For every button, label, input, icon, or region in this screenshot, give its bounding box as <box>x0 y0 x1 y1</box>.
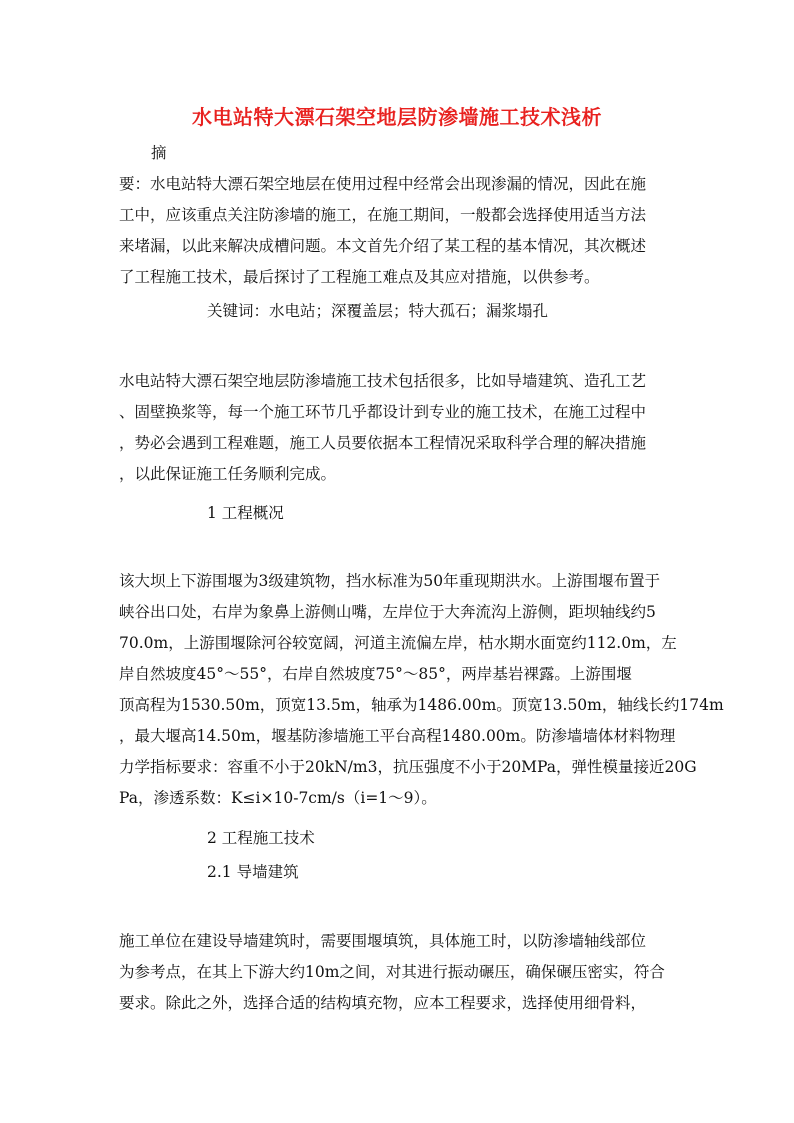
abstract-line: 工中，应该重点关注防渗墙的施工，在施工期间，一般都会选择使用适当方法 <box>119 206 647 224</box>
section-1-line: 岸自然坡度45°～55°，右岸自然坡度75°～85°，两岸基岩裸露。上游围堰 <box>119 665 632 683</box>
section-1-line: ，最大堰高14.50m，堰基防渗墙施工平台高程1480.00m。防渗墙墙体材料物理 <box>119 727 676 745</box>
abstract-paragraph <box>119 169 679 293</box>
intro-paragraph <box>119 366 679 490</box>
section-2-1-line: 为参考点，在其上下游大约10m之间，对其进行振动碾压，确保碾压密实，符合 <box>119 963 665 981</box>
section-1-heading: 1 工程概况 <box>207 504 284 522</box>
intro-line: 、固壁换浆等，每一个施工环节几乎都设计到专业的施工技术，在施工过程中 <box>119 403 647 421</box>
intro-line: ，以此保证施工任务顺利完成。 <box>119 465 337 483</box>
section-2-1-line: 要求。除此之外，选择合适的结构填充物，应本工程要求，选择使用细骨料， <box>119 994 647 1012</box>
abstract-label: 摘 <box>151 144 167 162</box>
section-1-line: 峡谷出口处，右岸为象鼻上游侧山嘴，左岸位于大奔流沟上游侧，距坝轴线约5 <box>119 603 656 621</box>
section-1-line: 顶高程为1530.50m，顶宽13.5m，轴承为1486.00m。顶宽13.50m，轴线长约174m <box>119 696 724 714</box>
section-2-1-heading: 2.1 导墙建筑 <box>207 863 299 881</box>
section-1-line: 该大坝上下游围堰为3级建筑物，挡水标准为50年重现期洪水。上游围堰布置于 <box>119 572 661 590</box>
intro-line: ，势必会遇到工程难题，施工人员要依据本工程情况采取科学合理的解决措施 <box>119 434 647 452</box>
section-1-paragraph <box>119 566 724 814</box>
document-title: 水电站特大漂石架空地层防渗墙施工技术浅析 <box>192 105 602 129</box>
section-1-line: 70.0m，上游围堰除河谷较宽阔，河道主流偏左岸，枯水期水面宽约112.0m，左 <box>119 634 677 652</box>
abstract-line: 来堵漏，以此来解决成槽问题。本文首先介绍了某工程的基本情况，其次概述 <box>119 237 647 255</box>
section-1-line: 力学指标要求：容重不小于20kN/m3，抗压强度不小于20MPa，弹性模量接近20G <box>119 758 697 776</box>
section-2-1-paragraph <box>119 926 679 1019</box>
section-2-heading: 2 工程施工技术 <box>207 829 315 847</box>
section-2-1-line: 施工单位在建设导墙建筑时，需要围堰填筑，具体施工时，以防渗墙轴线部位 <box>119 932 647 950</box>
section-1-line: Pa，渗透系数：K≤i×10-7cm/s（i=1～9）。 <box>119 789 437 807</box>
keywords: 关键词：水电站；深覆盖层；特大孤石；漏浆塌孔 <box>207 302 549 320</box>
abstract-line: 要：水电站特大漂石架空地层在使用过程中经常会出现渗漏的情况，因此在施 <box>119 175 647 193</box>
intro-line: 水电站特大漂石架空地层防渗墙施工技术包括很多，比如导墙建筑、造孔工艺 <box>119 372 647 390</box>
abstract-line: 了工程施工技术，最后探讨了工程施工难点及其应对措施，以供参考。 <box>119 268 600 286</box>
